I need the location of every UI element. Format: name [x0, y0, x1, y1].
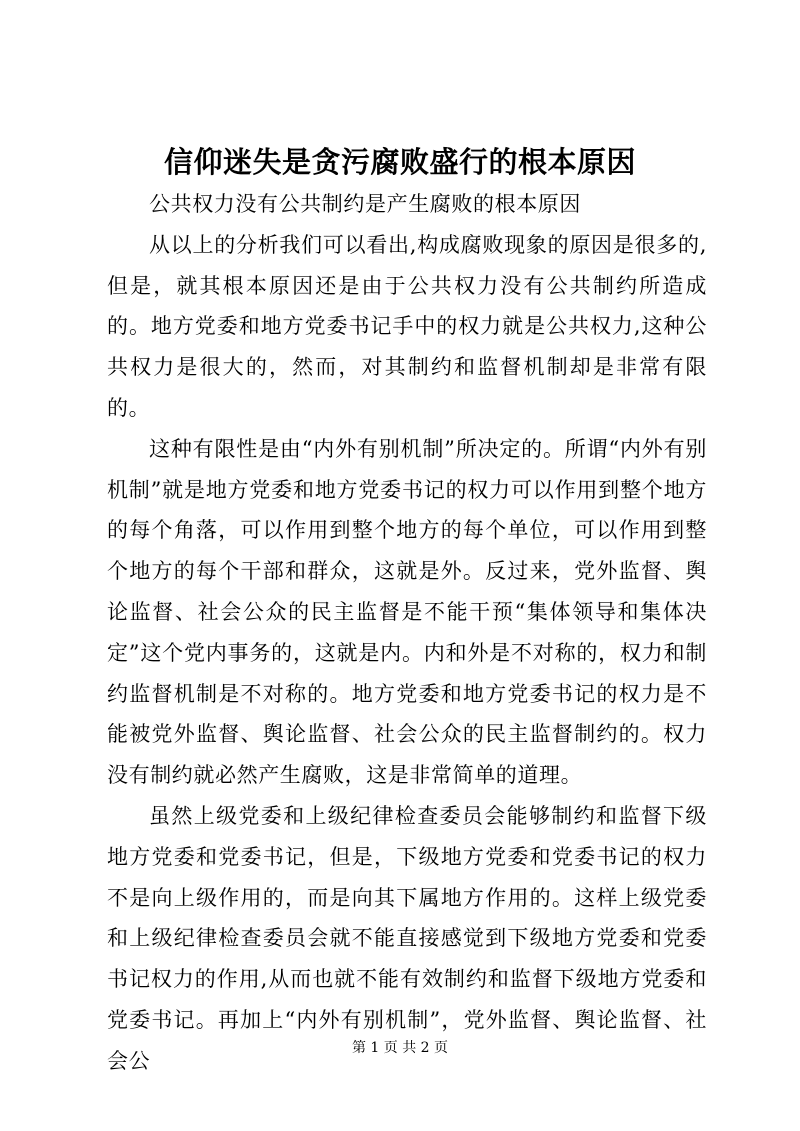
paragraph: 这种有限性是由“内外有别机制”所决定的。所谓“内外有别机制”就是地方党委和地方党委书记的权力可以作用到整个地方的每个角落，可以作用到整个地方的每个单位，可以作用到整个地方的每个干部和群众，这就是外。反过来，党外监督、舆论监督、社会公众的民主监督是不能干预“集体领导和集体决定”这个党内事务的，这就是内。内和外是不对称的，权力和制约监督机制是不对称的。地方党委和地方党委书记的权力是不能被党外监督、舆论监督、社会公众的民主监督制约的。权力没有制约就必然产生腐败，这是非常简单的道理。 — [107, 436, 707, 788]
paragraph: 从以上的分析我们可以看出,构成腐败现象的原因是很多的,但是，就其根本原因还是由于公共权力没有公共制约所造成的。地方党委和地方党委书记手中的权力就是公共权力,这种公共权力是很大的，然而，对其制约和监督机制却是非常有限的。 — [107, 232, 707, 420]
paragraph-subheading: 公共权力没有公共制约是产生腐败的根本原因 — [149, 192, 581, 216]
document-title: 信仰迷失是贪污腐败盛行的根本原因 — [163, 145, 636, 179]
page-number-footer: 第 1 页 共 2 页 — [351, 1040, 449, 1056]
document-body — [107, 184, 707, 1082]
paragraph: 虽然上级党委和上级纪律检查委员会能够制约和监督下级地方党委和党委书记，但是，下级地方党委和党委书记的权力不是向上级作用的，而是向其下属地方作用的。这样上级党委和上级纪律检查委员会就不能直接感觉到下级地方党委和党委书记权力的作用,从而也就不能有效制约和监督下级地方党委和党委书记。再加上“内外有别机制”，党外监督、舆论监督、社会公 — [107, 803, 707, 1073]
